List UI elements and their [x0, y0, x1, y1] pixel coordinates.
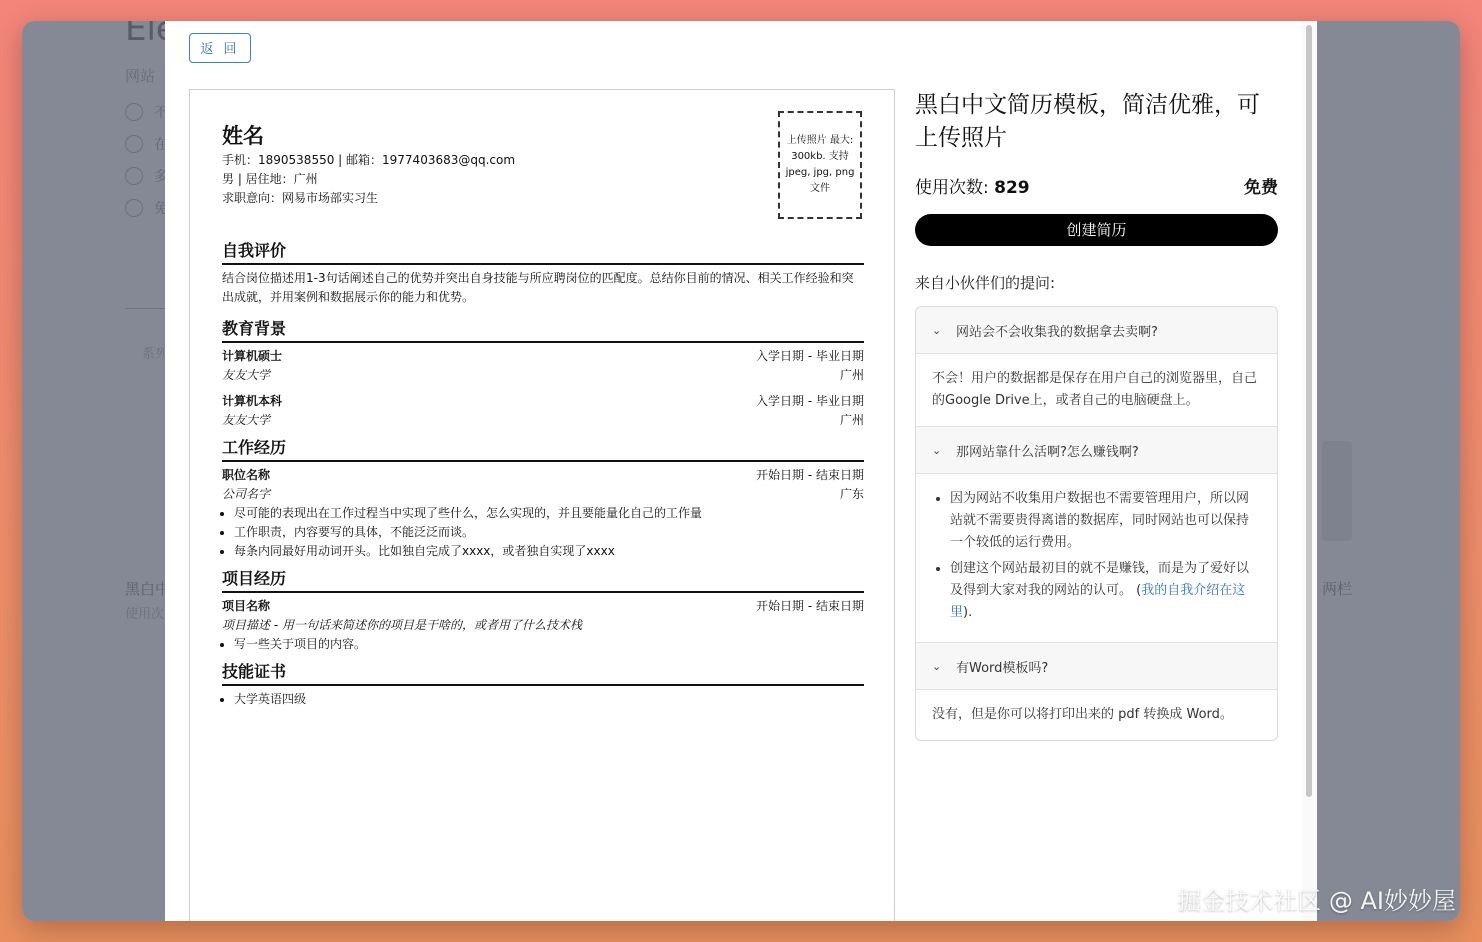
- modal-scrollbar[interactable]: [1302, 21, 1317, 921]
- edu-row: [222, 392, 864, 411]
- list-item: • 工作职责，内容要写的具体，不能泛泛而谈。: [234, 523, 864, 542]
- skills-section: [222, 659, 864, 709]
- self-eval-text: 结合岗位描述用1-3句话阐述自己的优势并突出自身技能与所应聘岗位的匹配度。总结你目前的情况、相关工作经验和突出成就，并用案例和数据展示你的能力和优势。: [222, 271, 854, 304]
- faq-answer: [916, 474, 1277, 643]
- section-title: 工作经历: [222, 435, 864, 462]
- edu-school: 友友大学: [222, 413, 271, 427]
- section-title: 项目经历: [222, 566, 864, 593]
- list-item: • 写一些关于项目的内容。: [234, 635, 864, 654]
- template-title: 黑白中文简历模板，简洁优雅，可上传照片: [915, 92, 1260, 151]
- education-section: [222, 316, 864, 430]
- work-bullets: [222, 504, 864, 561]
- usage-row: [915, 173, 1278, 198]
- project-section: [222, 566, 864, 654]
- price-badge: 免费: [1244, 178, 1278, 198]
- faq-question[interactable]: [916, 427, 1277, 474]
- photo-upload-text: 上传照片 最大: 300kb. 支持 jpeg, jpg, png 文件: [785, 135, 855, 194]
- edu-degree: 计算机硕士: [222, 349, 283, 363]
- app-window: [22, 21, 1460, 921]
- faq-answer-list: [932, 488, 1261, 624]
- chevron-down-icon: ⌄: [932, 659, 942, 673]
- project-desc: 项目描述 - 用一句话来简述你的项目是干啥的，或者用了什么技术栈: [222, 618, 582, 632]
- project-row: [222, 597, 864, 616]
- watermark: 掘金技术社区 @ AI妙妙屋: [1177, 887, 1456, 915]
- usage-label-text: 使用次数:: [915, 178, 995, 198]
- edu-location: 广州: [839, 368, 864, 382]
- faq-heading: 来自小伙伴们的提问:: [915, 274, 1056, 292]
- chevron-down-icon: ⌄: [932, 323, 942, 337]
- section-title: 教育背景: [222, 316, 864, 343]
- scrollbar-thumb[interactable]: [1306, 25, 1312, 797]
- project-bullets: [222, 635, 864, 654]
- edu-degree: 计算机本科: [222, 394, 283, 408]
- back-button[interactable]: 返 回: [189, 33, 251, 63]
- project-name: 项目名称: [222, 599, 271, 613]
- edu-row: [222, 411, 864, 430]
- faq-question[interactable]: [916, 307, 1277, 354]
- template-detail-modal: [165, 21, 1317, 921]
- faq-answer-text: 创建这个网站最初目的就不是赚钱，而是为了爱好以及得到大家对我的网站的认可。 (: [950, 561, 1250, 598]
- list-item: • 因为网站不收集用户数据也不需要管理用户，所以网站就不需要贵得离谱的数据库，同时网站也可以保持一个较低的运行费用。: [950, 488, 1261, 554]
- section-title: 自我评价: [222, 238, 864, 265]
- list-item: [950, 558, 1261, 624]
- resume-contact-line: 男 | 居住地：广州: [222, 172, 318, 186]
- faq-question-text: 网站会不会收集我的数据拿去卖啊?: [956, 324, 1158, 340]
- section-title: 技能证书: [222, 659, 864, 686]
- list-item: • 大学英语四级: [234, 690, 864, 709]
- work-position: 职位名称: [222, 468, 271, 482]
- edu-row: [222, 347, 864, 366]
- faq-answer-text: ).: [963, 605, 973, 620]
- work-company: 公司名字: [222, 487, 271, 501]
- usage-label: [915, 173, 1030, 198]
- photo-upload-box[interactable]: [778, 111, 862, 219]
- create-resume-button[interactable]: 创建简历: [915, 214, 1278, 246]
- resume-name: 姓名: [222, 124, 264, 148]
- edu-date: 入学日期 - 毕业日期: [756, 394, 864, 408]
- faq-question-text: 有Word模板吗?: [956, 660, 1049, 676]
- work-section: [222, 435, 864, 561]
- faq-answer: 不会！用户的数据都是保存在用户自己的浏览器里，自己的Google Drive上，或者自己的电脑硬盘上。: [916, 354, 1277, 427]
- work-row: [222, 485, 864, 504]
- project-date: 开始日期 - 结束日期: [756, 599, 864, 613]
- edu-date: 入学日期 - 毕业日期: [756, 349, 864, 363]
- resume-preview: [189, 89, 895, 921]
- list-item: • 每条内同最好用动词开头。比如独自完成了xxxx，或者独自实现了xxxx: [234, 542, 864, 561]
- resume-contact: [222, 151, 515, 208]
- work-date: 开始日期 - 结束日期: [756, 468, 864, 482]
- project-row: [222, 616, 864, 635]
- edu-row: [222, 366, 864, 385]
- list-item: • 尽可能的表现出在工作过程当中实现了些什么，怎么实现的，并且要能量化自己的工作量: [234, 504, 864, 523]
- template-info-panel: [915, 89, 1278, 741]
- skills-bullets: [222, 690, 864, 709]
- faq-answer: 没有，但是你可以将打印出来的 pdf 转换成 Word。: [932, 707, 1233, 722]
- resume-contact-line: 手机：1890538550 | 邮箱：1977403683@qq.com: [222, 153, 516, 167]
- usage-count: 829: [994, 178, 1030, 198]
- work-row: [222, 466, 864, 485]
- about-me-link[interactable]: 我的自我介绍在这里: [950, 583, 1246, 620]
- edu-location: 广州: [839, 413, 864, 427]
- work-location: 广东: [839, 487, 864, 501]
- faq-question[interactable]: [916, 643, 1277, 690]
- resume-contact-line: 求职意向：网易市场部实习生: [222, 191, 379, 205]
- edu-school: 友友大学: [222, 368, 271, 382]
- self-eval-section: [222, 238, 864, 307]
- chevron-down-icon: ⌄: [932, 443, 942, 457]
- faq-question-text: 那网站靠什么活啊?怎么赚钱啊?: [956, 444, 1139, 460]
- faq-accordion: [915, 306, 1278, 741]
